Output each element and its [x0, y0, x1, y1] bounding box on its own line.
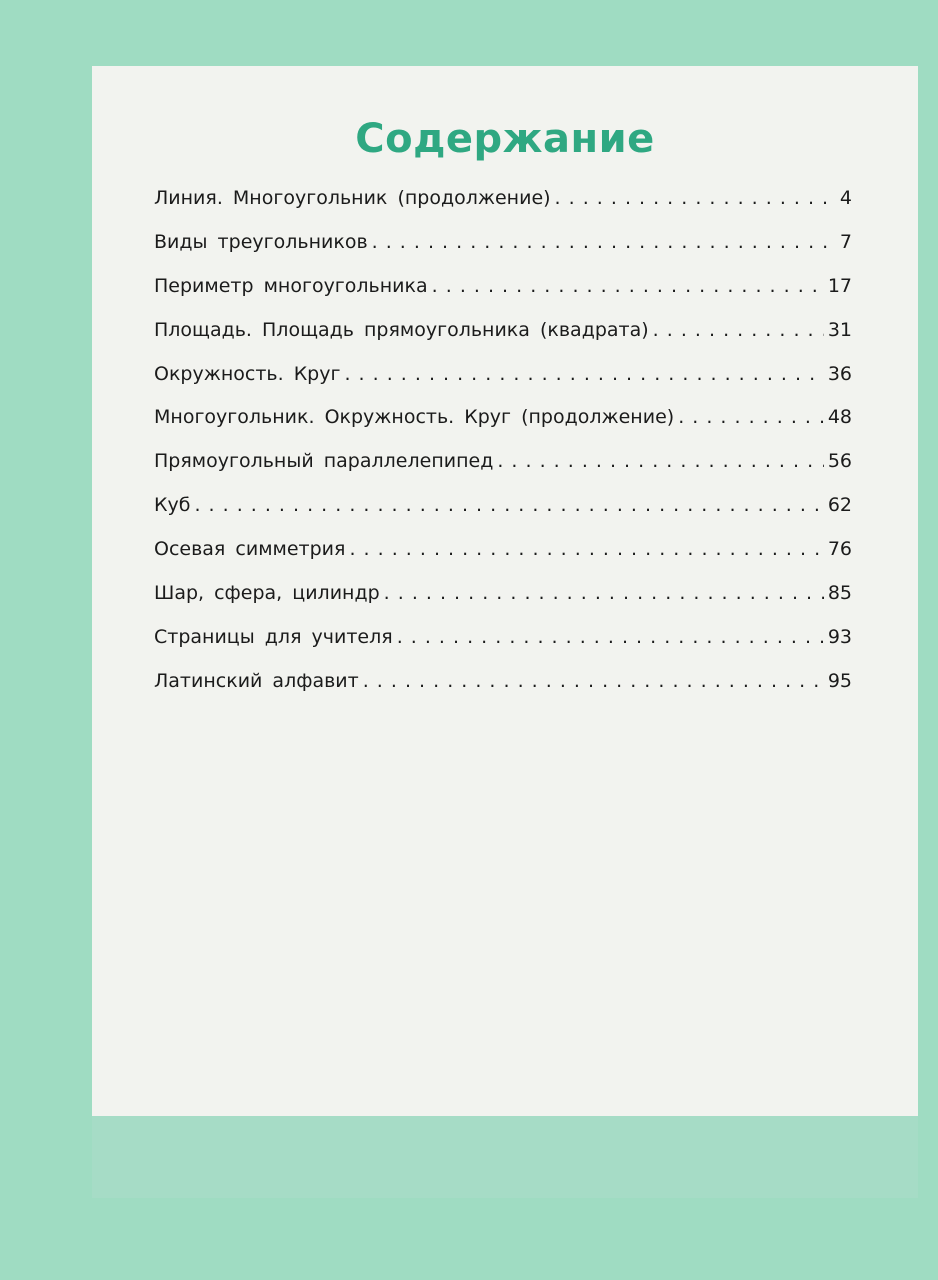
toc-entry-page: 95 — [827, 669, 852, 692]
toc-entry-page: 31 — [827, 318, 852, 341]
dot-leader — [349, 538, 823, 560]
dot-leader — [432, 275, 824, 297]
dot-leader — [194, 494, 823, 516]
toc-entry — [154, 187, 852, 231]
toc-entry-title: Многоугольник. Окружность. Круг (продолжение) — [154, 406, 675, 429]
toc-entry-title: Линия. Многоугольник (продолжение) — [154, 187, 551, 209]
toc-entry — [154, 670, 852, 714]
toc-entry-page: 62 — [827, 494, 852, 517]
toc-entry-title: Шар, сфера, цилиндр — [154, 582, 380, 605]
toc-entry-title: Осевая симметрия — [154, 538, 346, 561]
toc-entry-title: Страницы для учителя — [154, 625, 393, 648]
toc-entry-page: 48 — [827, 406, 852, 429]
toc-entry-page: 4 — [839, 187, 852, 209]
toc-entry-title: Прямоугольный параллелепипед — [154, 450, 494, 473]
toc-entry-page: 7 — [839, 230, 852, 253]
toc-entry — [154, 406, 852, 450]
toc-entry-page: 56 — [827, 450, 852, 473]
dot-leader — [653, 319, 824, 341]
toc-entry-title: Площадь. Площадь прямоугольника (квадрата) — [154, 318, 649, 341]
toc-entry-title: Латинский алфавит — [154, 669, 359, 692]
book-page — [92, 66, 918, 1198]
dot-leader — [497, 450, 823, 472]
toc-entry — [154, 626, 852, 670]
toc-entry-page: 76 — [827, 538, 852, 561]
toc-entry — [154, 231, 852, 275]
toc-entry — [154, 319, 852, 363]
toc-entry-page: 85 — [827, 582, 852, 605]
dot-leader — [384, 582, 824, 604]
toc-entry-title: Окружность. Круг — [154, 362, 341, 385]
toc-entry — [154, 582, 852, 626]
toc-entry-page: 93 — [827, 625, 852, 648]
toc-entry-title: Куб — [154, 494, 191, 517]
toc-entry-page: 17 — [827, 274, 852, 297]
page-bottom-margin — [92, 1116, 918, 1198]
toc-entry — [154, 494, 852, 538]
toc-entry — [154, 538, 852, 582]
dot-leader — [344, 363, 823, 385]
dot-leader — [397, 626, 824, 648]
dot-leader — [363, 670, 824, 692]
table-of-contents — [154, 187, 852, 714]
toc-entry — [154, 275, 852, 319]
toc-entry — [154, 363, 852, 407]
dot-leader — [372, 231, 836, 253]
toc-entry-title: Периметр многоугольника — [154, 274, 428, 297]
dot-leader — [678, 406, 824, 428]
toc-entry-title: Виды треугольников — [154, 230, 368, 253]
toc-entry-page: 36 — [827, 362, 852, 385]
dot-leader — [555, 187, 836, 209]
page-title: Содержание — [355, 116, 655, 162]
toc-entry — [154, 450, 852, 494]
